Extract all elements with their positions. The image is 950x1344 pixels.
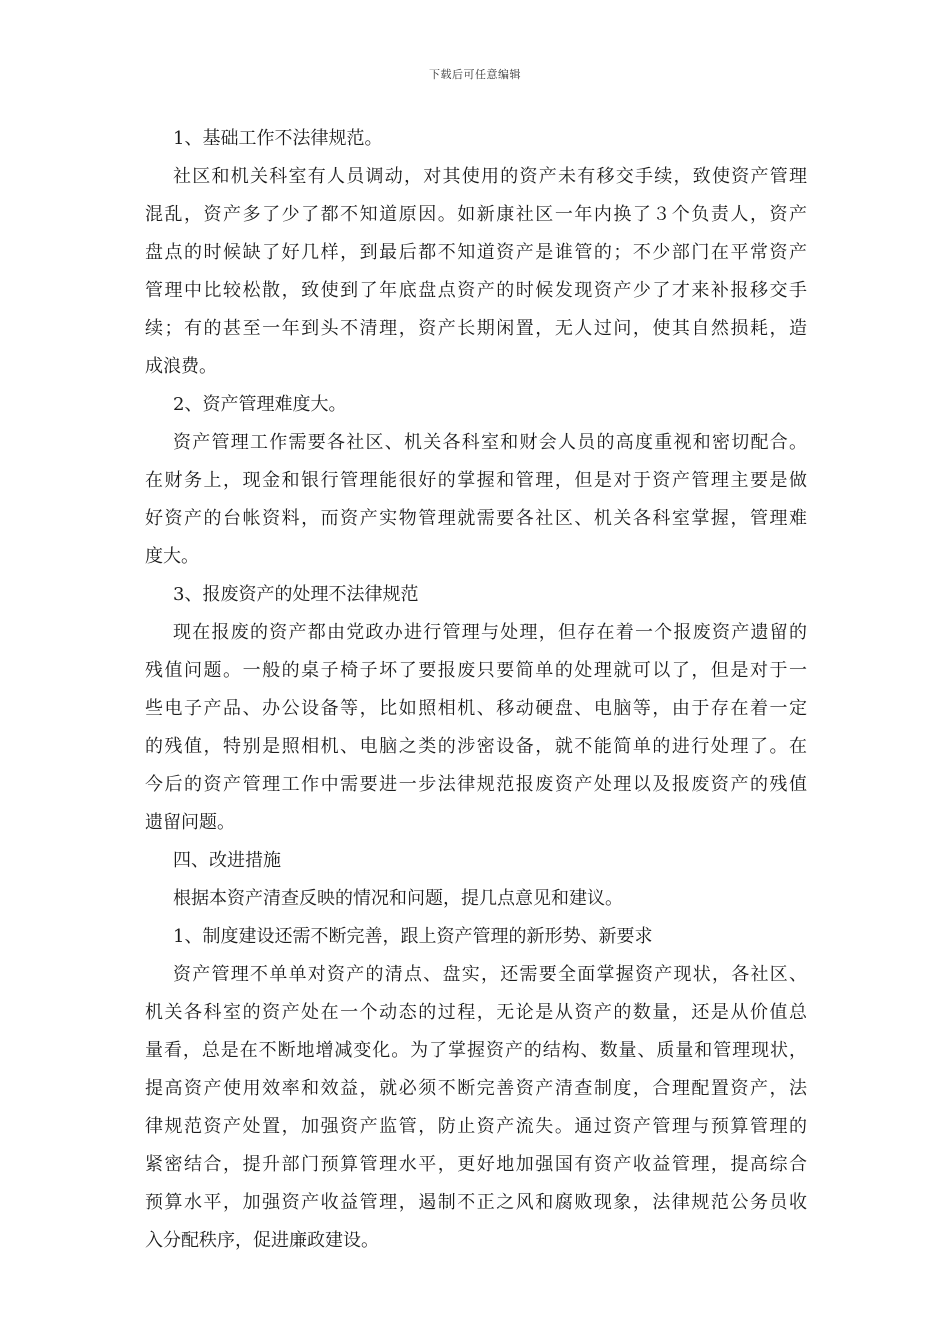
text-line: 现在报废的资产都由党政办进行管理与处理，但存在着一个报废资产遗留的 <box>173 622 807 643</box>
page-header: 下载后可任意编辑 <box>429 68 521 81</box>
text-line: 社区和机关科室有人员调动，对其使用的资产未有移交手续，致使资产管理 <box>173 166 807 187</box>
text-line: 量看，总是在不断地增减变化。为了掌握资产的结构、数量、质量和管理现状， <box>145 1040 807 1061</box>
text-line: 2、资产管理难度大。 <box>173 394 347 415</box>
text-line: 提高资产使用效率和效益，就必须不断完善资产清查制度，合理配置资产，法 <box>145 1078 807 1099</box>
document-body <box>145 120 807 1260</box>
text-line: 混乱，资产多了少了都不知道原因。如新康社区一年内换了３个负责人，资产 <box>145 204 807 225</box>
text-line: 盘点的时候缺了好几样，到最后都不知道资产是谁管的；不少部门在平常资产 <box>145 242 807 263</box>
text-line: 四、改进措施 <box>173 850 281 871</box>
text-line: 资产管理不单单对资产的清点、盘实，还需要全面掌握资产现状，各社区、 <box>173 964 807 985</box>
text-line: 资产管理工作需要各社区、机关各科室和财会人员的高度重视和密切配合。 <box>173 432 807 453</box>
text-line: 管理中比较松散，致使到了年底盘点资产的时候发现资产少了才来补报移交手 <box>145 280 807 301</box>
text-line: 紧密结合，提升部门预算管理水平，更好地加强国有资产收益管理，提高综合 <box>145 1154 807 1175</box>
text-line: 今后的资产管理工作中需要进一步法律规范报废资产处理以及报废资产的残值 <box>145 774 807 795</box>
text-line: 成浪费。 <box>145 356 217 377</box>
text-line: 3、报废资产的处理不法律规范 <box>173 584 419 605</box>
text-line: 度大。 <box>145 546 199 567</box>
text-line: 的残值，特别是照相机、电脑之类的涉密设备，就不能简单的进行处理了。在 <box>145 736 807 757</box>
text-line: 入分配秩序，促进廉政建设。 <box>145 1230 379 1251</box>
text-line: 续；有的甚至一年到头不清理，资产长期闲置，无人过问，使其自然损耗，造 <box>145 318 807 339</box>
text-line: 机关各科室的资产处在一个动态的过程，无论是从资产的数量，还是从价值总 <box>145 1002 807 1023</box>
text-line: 预算水平，加强资产收益管理，遏制不正之风和腐败现象，法律规范公务员收 <box>145 1192 807 1213</box>
text-line: 些电子产品、办公设备等，比如照相机、移动硬盘、电脑等，由于存在着一定 <box>145 698 807 719</box>
text-line: 律规范资产处置，加强资产监管，防止资产流失。通过资产管理与预算管理的 <box>145 1116 807 1137</box>
text-line: 遗留问题。 <box>145 812 235 833</box>
text-line: 残值问题。一般的桌子椅子坏了要报废只要简单的处理就可以了，但是对于一 <box>145 660 807 681</box>
text-line: 根据本资产清查反映的情况和问题，提几点意见和建议。 <box>173 888 623 909</box>
text-line: 好资产的台帐资料，而资产实物管理就需要各社区、机关各科室掌握，管理难 <box>145 508 807 529</box>
text-line: 在财务上，现金和银行管理能很好的掌握和管理，但是对于资产管理主要是做 <box>145 470 807 491</box>
text-line: 1、基础工作不法律规范。 <box>173 128 383 149</box>
text-line: 1、制度建设还需不断完善，跟上资产管理的新形势、新要求 <box>173 926 653 947</box>
